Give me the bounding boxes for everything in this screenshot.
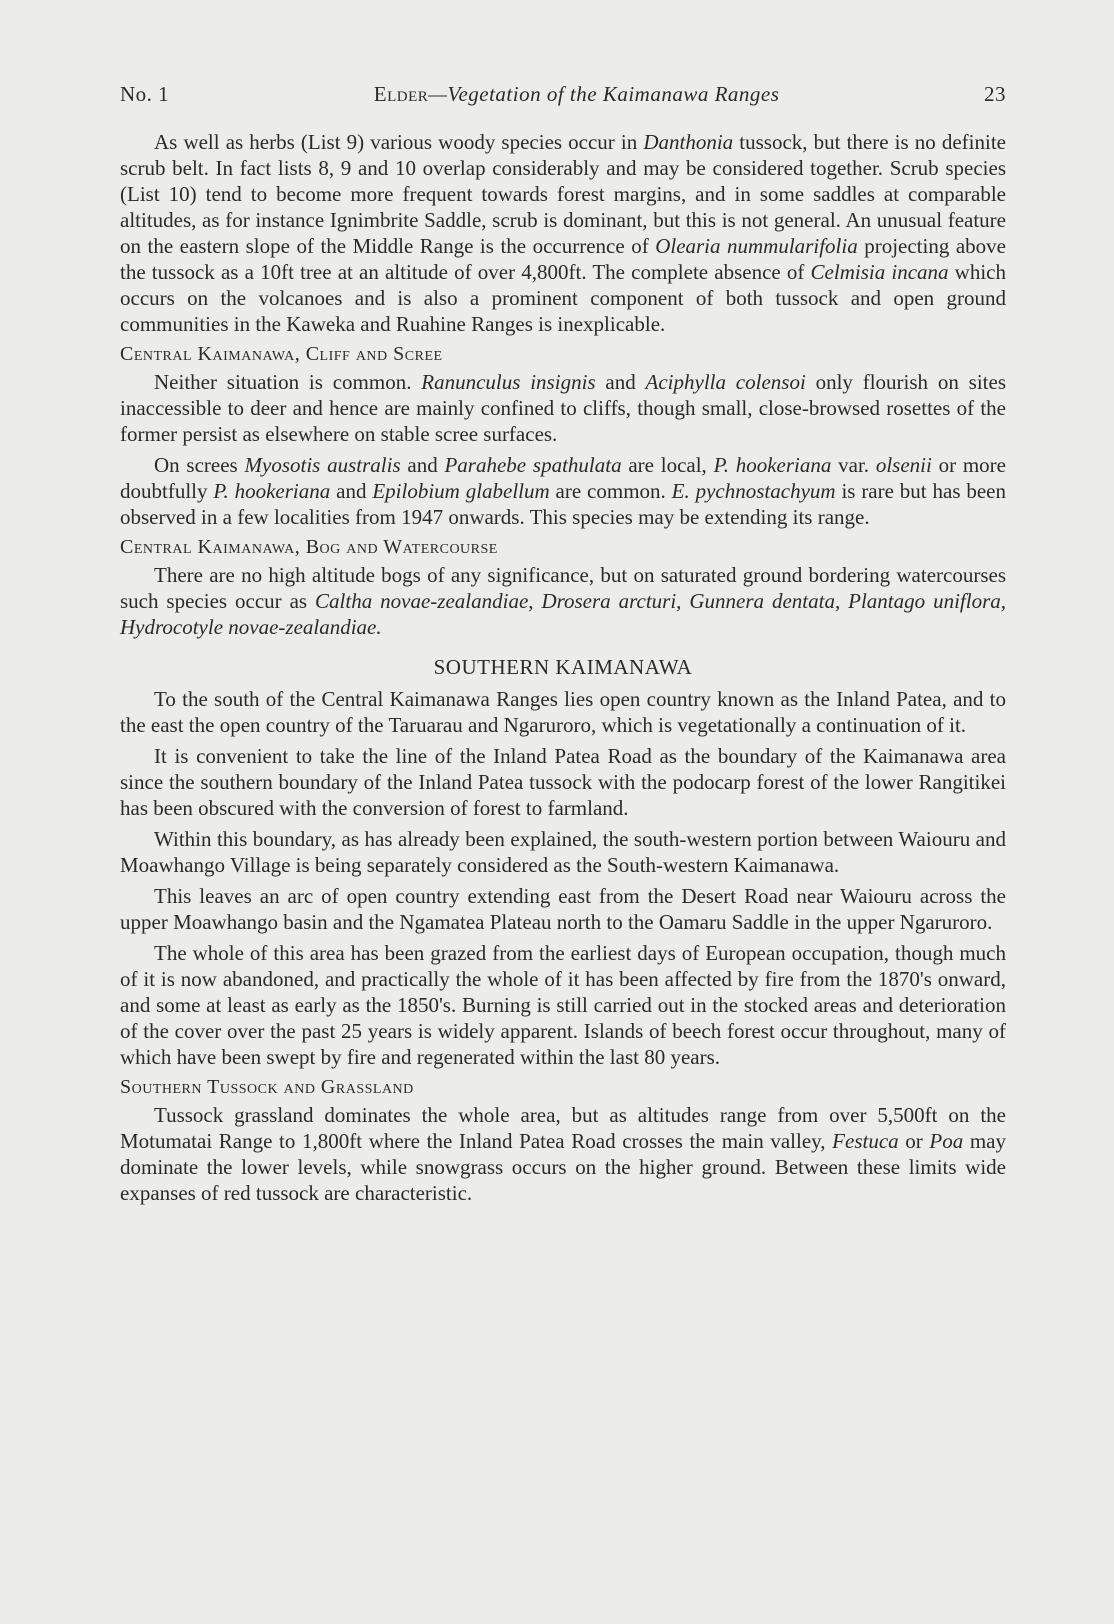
paragraph-cliff: Neither situation is common. Ranunculus insignis and Aciphylla colensoi only flourish on sites inaccessible to deer and hence are mainly confined to cliffs, though small, close-browsed rosettes of the former persist as elsewhere on stable scree surfaces.: [120, 370, 1006, 446]
author-name: Elder: [373, 82, 429, 106]
paragraph-screes: On screes Myosotis australis and Parahebe spathulata are local, P. hookeriana var. olsenii or more doubtfully P. hookeriana and Epilobium glabellum are common. E. pychnostachyum is rare but has been observed in a few localities from 1947 onwards. This species may be extending its range.: [120, 453, 1007, 529]
taxon-name: Festuca: [832, 1129, 899, 1153]
article-body: [120, 129, 1006, 1206]
running-head: [120, 82, 1006, 107]
paragraph-arc: This leaves an arc of open country extending east from the Desert Road near Waiouru across the upper Moawhango basin and the Ngamatea Plateau north to the Oamaru Saddle in the upper Ngaruroro.: [120, 884, 1006, 934]
section-heading-bog-watercourse: Central Kaimanawa, Bog and Watercourse: [120, 536, 498, 558]
title-dash: —: [428, 82, 448, 106]
taxon-name: olsenii: [875, 453, 932, 477]
taxon-name: E. pychnostachyum: [671, 479, 836, 503]
article-title: Vegetation of the Kaimanawa Ranges: [447, 82, 780, 106]
taxon-name: Ranunculus insignis: [421, 370, 596, 394]
page-number: 23: [984, 82, 1006, 106]
paragraph-grazing-history: The whole of this area has been grazed from the earliest days of European occupation, though much of it is now abandoned, and practically the whole of it has been affected by fire from the 1870's onward, and some at least as early as the 1850's. Burning is still carried out in the stocked areas and deterioration of the cover over the past 25 years is widely apparent. Islands of beech forest occur throughout, many of which have been swept by fire and regenerated within the last 80 years.: [120, 941, 1006, 1069]
paragraph-south-western: Within this boundary, as has already been explained, the south-western portion between Waiouru and Moawhango Village is being separately considered as the South-western Kaimanawa.: [120, 827, 1006, 877]
running-title: [374, 82, 780, 107]
taxon-name: Poa: [929, 1129, 964, 1153]
taxon-name: Parahebe spathulata: [444, 453, 622, 477]
paragraph-woody-species: As well as herbs (List 9) various woody species occur in Danthonia tussock, but there is no definite scrub belt. In fact lists 8, 9 and 10 overlap considerably and may be considered together. Scrub species (List 10) tend to become more frequent towards forest margins, and in some saddles at comparable altitudes, as for instance Ignimbrite Saddle, scrub is dominant, but this is not general. An unusual feature on the eastern slope of the Middle Range is the occurrence of Olearia nummularifolia projecting above the tussock as a 10ft tree at an altitude of over 4,800ft. The complete absence of Celmisia incana which occurs on the volcanoes and is also a prominent component of both tussock and open ground communities in the Kaweka and Ruahine Ranges is inexplicable.: [120, 130, 1006, 336]
issue-number: No. 1: [120, 82, 170, 106]
taxon-list: Caltha novae-zealandiae, Drosera arcturi, Gunnera dentata, Plantago uniflora, Hydrocotyle novae-zealandiae.: [120, 589, 1006, 639]
taxon-name: Epilobium glabellum: [372, 479, 550, 503]
taxon-name: Danthonia: [643, 130, 734, 154]
paragraph-inland-patea: To the south of the Central Kaimanawa Ranges lies open country known as the Inland Patea, and to the east the open country of the Taruarau and Ngaruroro, which is vegetationally a continuation of it.: [120, 687, 1006, 737]
section-heading-tussock-grassland: Southern Tussock and Grassland: [120, 1076, 414, 1098]
taxon-name: Celmisia incana: [810, 260, 949, 284]
taxon-name: P. hookeriana: [213, 479, 331, 503]
section-heading-cliff-scree: Central Kaimanawa, Cliff and Scree: [120, 343, 443, 365]
taxon-name: Myosotis australis: [244, 453, 401, 477]
paragraph-boundary: It is convenient to take the line of the Inland Patea Road as the boundary of the Kaimanawa area since the southern boundary of the Inland Patea tussock with the podocarp forest of the lower Rangitikei has been obscured with the conversion of forest to farmland.: [120, 744, 1006, 820]
taxon-name: Aciphylla colensoi: [645, 370, 806, 394]
major-heading-southern-kaimanawa: SOUTHERN KAIMANAWA: [433, 655, 693, 679]
paragraph-bogs: There are no high altitude bogs of any significance, but on saturated ground bordering watercourses such species occur as Caltha novae-zealandiae, Drosera arcturi, Gunnera dentata, Plantago uniflora, Hydrocotyle novae-zealandiae.: [120, 563, 1006, 639]
taxon-name: P. hookeriana: [713, 453, 832, 477]
taxon-name: Olearia nummularifolia: [655, 234, 858, 258]
paragraph-tussock: Tussock grassland dominates the whole area, but as altitudes range from over 5,500ft on the Motumatai Range to 1,800ft where the Inland Patea Road crosses the main valley, Festuca or Poa may dominate the lower levels, while snowgrass occurs on the higher ground. Between these limits wide expanses of red tussock are characteristic.: [120, 1103, 1006, 1205]
